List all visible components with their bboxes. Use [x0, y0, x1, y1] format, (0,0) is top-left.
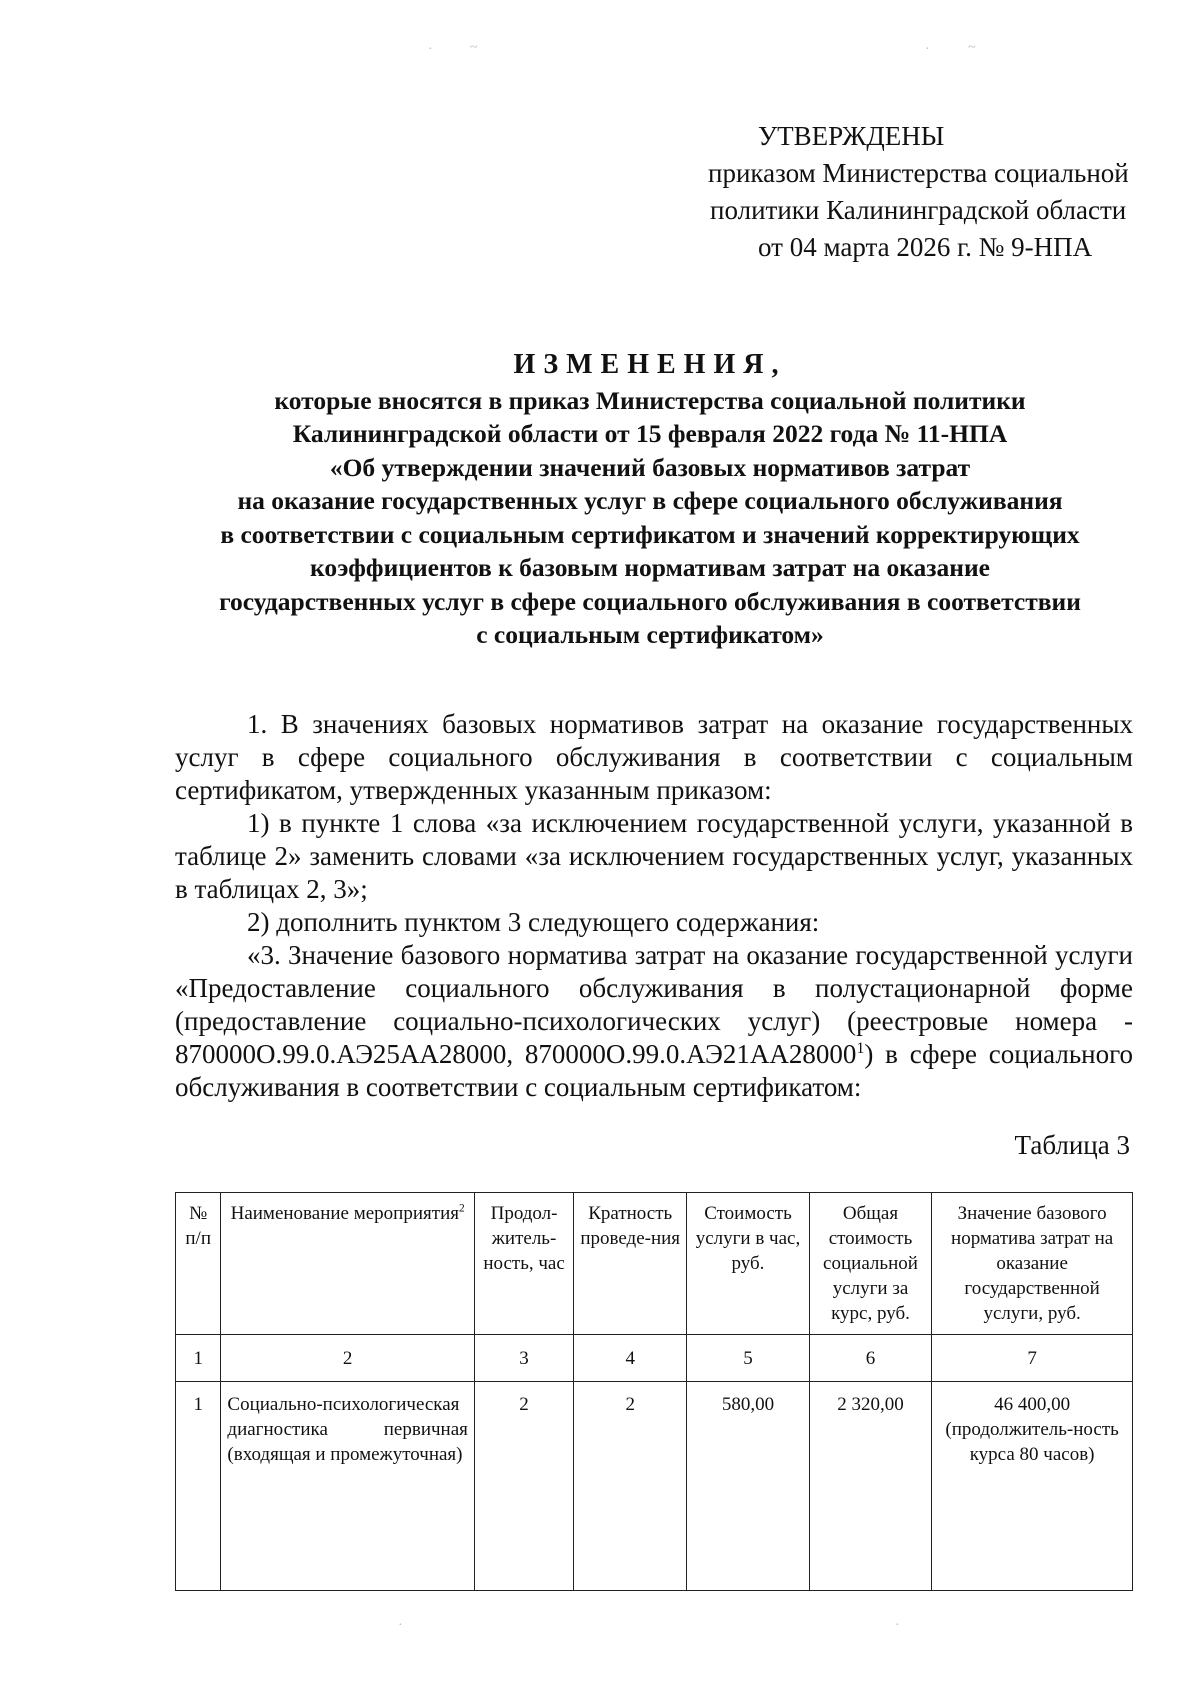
title-line: Калининградской области от 15 февраля 2022 года № 11-НПА [292, 419, 1008, 448]
header-frequency: Кратность проведе-ния [574, 1193, 687, 1335]
approval-stamp [640, 118, 1160, 266]
title-line: коэффициентов к базовым нормативам затрат на оказание [310, 553, 990, 582]
approval-title: УТВЕРЖДЕНЫ [758, 121, 945, 151]
approval-date: от 04 марта 2026 г. № 9-НПА [758, 232, 1093, 262]
cell-norm-value [932, 1382, 1133, 1591]
approval-line: политики Калининградской области [710, 195, 1127, 225]
column-number: 7 [932, 1335, 1133, 1382]
title-line: которые вносятся в приказ Министерства социальной политики [274, 385, 1026, 415]
paragraph-1: 1. В значениях базовых нормативов затрат на оказание государственных услуг в сфере социального обслуживания в соответствии с социальным сертификатом, утвержденных указанным приказом: [175, 709, 1133, 805]
column-number: 2 [221, 1335, 475, 1382]
title-line: «Об утверждении значений базовых нормативов затрат [329, 452, 971, 482]
paragraph-3 [175, 939, 1133, 1104]
title-line: с социальным сертификатом» [476, 620, 824, 649]
column-number: 4 [574, 1335, 687, 1382]
cell-activity-name: Социально-психологическая диагностика первичная (входящая и промежуточная) [221, 1382, 475, 1591]
column-number: 5 [687, 1335, 810, 1382]
header-number: № п/п [176, 1193, 221, 1335]
scan-mark: · [895, 1618, 900, 1633]
document-title [150, 348, 1150, 652]
column-number: 3 [474, 1335, 573, 1382]
cell-cost-per-hour: 580,00 [687, 1382, 810, 1591]
paragraph-1-2: 2) дополнить пунктом 3 следующего содержания: [247, 907, 820, 937]
table-row [176, 1382, 1133, 1591]
header-duration: Продол-житель-ность, час [474, 1193, 573, 1335]
header-cost-per-hour: Стоимость услуги в час, руб. [687, 1193, 810, 1335]
column-number-row [176, 1335, 1133, 1382]
title-heading: ИЗМЕНЕНИЯ, [513, 349, 787, 380]
norm-table [175, 1192, 1133, 1591]
footnote-ref-2: 2 [458, 1202, 465, 1215]
norm-note: (продолжитель-ность курса 80 часов) [945, 1419, 1119, 1465]
title-line: на оказание государственных услуг в сфере социального обслуживания [237, 486, 1063, 515]
table-header-row [176, 1193, 1133, 1335]
title-line: в соответствии с социальным сертификатом и значений корректирующих [220, 519, 1080, 549]
document-body [175, 708, 1133, 1104]
scan-mark: · [398, 1618, 403, 1633]
scan-mark: ~ [470, 40, 478, 55]
cell-duration: 2 [474, 1382, 573, 1591]
scan-mark: ~ [968, 40, 976, 55]
title-line: государственных услуг в сфере социального обслуживания в соответствии [219, 586, 1081, 616]
norm-value: 46 400,00 [994, 1394, 1071, 1415]
header-name: Наименование мероприятия$^2$ [221, 1193, 475, 1335]
paragraph-3-text: «3. Значение базового норматива затрат на оказание государственной услуги «Предоставление социального обслуживания в полустационарной форме (предоставление социально-психологических услуг) (реестровые номера - 870000О.99.0.АЭ25АА28000, 870000О.99.0.АЭ21АА28000 [175, 940, 1133, 1069]
column-number: 6 [809, 1335, 932, 1382]
scan-mark: · [428, 42, 433, 57]
footnote-ref-1: 1 [856, 1039, 865, 1057]
cell-frequency: 2 [574, 1382, 687, 1591]
table-caption: Таблица 3 [1014, 1130, 1130, 1160]
approval-line: приказом Министерства социальной [708, 158, 1129, 188]
paragraph-3-text-end: ) в сфере социального обслуживания в соответствии с социальным сертификатом: [175, 1039, 1133, 1102]
header-total-cost: Общая стоимость социальной услуги за курс, руб. [809, 1193, 932, 1335]
paragraph-1-1: 1) в пункте 1 слова «за исключением государственной услуги, указанной в таблице 2» заменить словами «за исключением государственных услуг, указанных в таблицах 2, 3»; [175, 808, 1133, 904]
cell-total-cost: 2 320,00 [809, 1382, 932, 1591]
cell-number: 1 [176, 1382, 221, 1591]
header-norm-value: Значение базового норматива затрат на оказание государственной услуги, руб. [932, 1193, 1133, 1335]
scan-mark: · [925, 42, 930, 57]
column-number: 1 [176, 1335, 221, 1382]
